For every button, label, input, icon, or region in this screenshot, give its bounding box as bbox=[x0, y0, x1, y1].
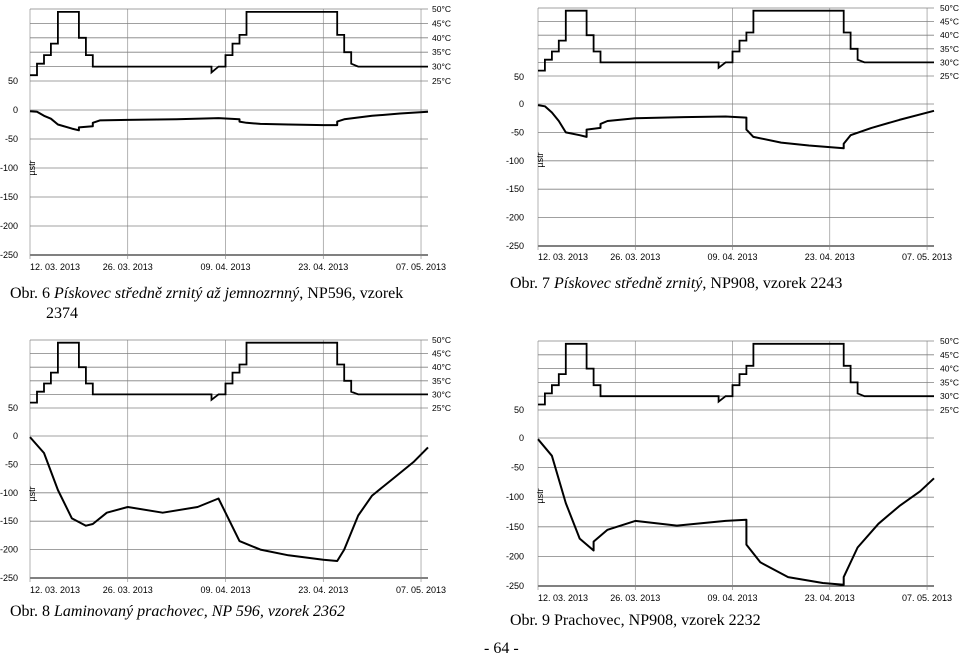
caption-obr-6 bbox=[10, 284, 470, 324]
x-tick-label: 23. 04. 2013 bbox=[804, 593, 855, 603]
temp-tick-label: 40°C bbox=[432, 362, 451, 373]
chart-obr-9 bbox=[480, 328, 960, 608]
x-tick-label: 23. 04. 2013 bbox=[298, 262, 349, 272]
strain-tick-label: -50 bbox=[4, 459, 18, 470]
strain-tick-label: -200 bbox=[0, 221, 18, 231]
temperature-series-line bbox=[30, 343, 428, 403]
x-tick-label: 12. 03. 2013 bbox=[30, 585, 81, 595]
strain-series-line bbox=[30, 111, 428, 130]
x-tick-label: 26. 03. 2013 bbox=[102, 262, 153, 272]
x-tick-label: 07. 05. 2013 bbox=[395, 262, 447, 272]
temp-tick-label: 30°C bbox=[432, 389, 451, 400]
caption-suffix: , NP908, vzorek 2243 bbox=[702, 275, 843, 292]
temp-tick-label: 30°C bbox=[940, 57, 959, 68]
strain-tick-label: 0 bbox=[12, 105, 18, 115]
x-tick-label: 07. 05. 2013 bbox=[395, 585, 447, 595]
temp-tick-label: 45°C bbox=[432, 348, 451, 359]
caption-italic: Pískovec středně zrnitý bbox=[554, 275, 703, 292]
temp-tick-label: 40°C bbox=[940, 363, 959, 374]
temp-tick-label: 25°C bbox=[432, 76, 451, 86]
strain-tick-label: 0 bbox=[518, 99, 524, 109]
x-tick-label: 07. 05. 2013 bbox=[902, 252, 953, 262]
strain-tick-label: -200 bbox=[505, 212, 524, 223]
strain-tick-label: -200 bbox=[505, 551, 524, 562]
temp-tick-label: 30°C bbox=[940, 391, 959, 402]
x-tick-label: 09. 04. 2013 bbox=[200, 585, 251, 595]
x-tick-label: 09. 04. 2013 bbox=[707, 252, 758, 262]
temp-tick-label: 35°C bbox=[432, 47, 451, 58]
temperature-series-line bbox=[538, 11, 934, 71]
temp-tick-label: 25°C bbox=[940, 71, 959, 81]
strain-tick-label: -100 bbox=[505, 492, 524, 503]
strain-tick-label: -200 bbox=[0, 544, 18, 555]
strain-tick-label: -150 bbox=[505, 184, 524, 195]
temp-axis-label-50: 50 bbox=[7, 403, 18, 413]
strain-tick-label: -150 bbox=[0, 192, 18, 202]
x-tick-label: 07. 05. 2013 bbox=[902, 593, 953, 603]
strain-tick-label: -50 bbox=[510, 462, 524, 473]
strain-series-line bbox=[538, 439, 934, 585]
chart-obr-7 bbox=[480, 0, 960, 272]
strain-axis-title: µstr bbox=[535, 152, 545, 168]
caption-prefix: Obr. 7 bbox=[510, 275, 554, 292]
temp-tick-label: 35°C bbox=[940, 43, 959, 54]
strain-tick-label: -250 bbox=[505, 241, 524, 251]
temp-tick-label: 45°C bbox=[940, 16, 959, 27]
temp-tick-label: 50°C bbox=[432, 4, 451, 14]
x-tick-label: 12. 03. 2013 bbox=[538, 252, 589, 262]
x-tick-label: 23. 04. 2013 bbox=[298, 585, 349, 595]
strain-series-line bbox=[30, 437, 428, 561]
strain-axis-title: µstr bbox=[535, 488, 545, 504]
temp-tick-label: 50°C bbox=[432, 335, 451, 345]
caption-prefix: Obr. 9 bbox=[510, 612, 554, 629]
temp-tick-label: 45°C bbox=[432, 18, 451, 29]
caption-obr-8 bbox=[10, 602, 470, 622]
chart-obr-8 bbox=[0, 328, 470, 602]
x-tick-label: 12. 03. 2013 bbox=[30, 262, 81, 272]
strain-tick-label: -150 bbox=[505, 521, 524, 532]
caption-italic: Laminovaný prachovec, NP 596, vzorek 2362 bbox=[54, 603, 346, 620]
temp-tick-label: 25°C bbox=[432, 403, 451, 413]
temp-axis-label-50: 50 bbox=[7, 76, 18, 86]
strain-axis-title: µstr bbox=[27, 160, 37, 176]
temp-tick-label: 35°C bbox=[940, 377, 959, 388]
strain-tick-label: -50 bbox=[510, 127, 524, 138]
temp-axis-label-50: 50 bbox=[513, 405, 524, 415]
strain-tick-label: 0 bbox=[518, 433, 524, 443]
caption-prefix: Obr. 6 bbox=[10, 285, 54, 302]
caption-italic: Pískovec středně zrnitý až jemnozrnný bbox=[54, 285, 300, 302]
strain-tick-label: -50 bbox=[4, 134, 18, 144]
caption-obr-7 bbox=[510, 274, 950, 294]
chart-obr-6 bbox=[0, 0, 470, 280]
x-tick-label: 23. 04. 2013 bbox=[804, 252, 855, 262]
temperature-series-line bbox=[30, 12, 428, 75]
temperature-series-line bbox=[538, 344, 934, 405]
strain-tick-label: -250 bbox=[0, 573, 18, 583]
caption-line2: 2374 bbox=[46, 305, 78, 322]
strain-tick-label: -250 bbox=[505, 581, 524, 591]
x-tick-label: 26. 03. 2013 bbox=[102, 585, 153, 595]
temp-tick-label: 30°C bbox=[432, 61, 451, 72]
page-number: - 64 - bbox=[484, 640, 519, 657]
x-tick-label: 26. 03. 2013 bbox=[610, 252, 661, 262]
temp-tick-label: 50°C bbox=[940, 336, 959, 346]
temp-tick-label: 25°C bbox=[940, 405, 959, 415]
strain-tick-label: -100 bbox=[0, 487, 18, 498]
x-tick-label: 09. 04. 2013 bbox=[200, 262, 251, 272]
temp-tick-label: 40°C bbox=[432, 32, 451, 43]
strain-tick-label: -100 bbox=[0, 163, 18, 173]
strain-tick-label: -250 bbox=[0, 250, 18, 260]
strain-tick-label: -100 bbox=[505, 155, 524, 166]
caption-obr-9 bbox=[510, 611, 950, 631]
strain-tick-label: -150 bbox=[0, 516, 18, 527]
caption-suffix: Prachovec, NP908, vzorek 2232 bbox=[554, 612, 761, 629]
x-tick-label: 09. 04. 2013 bbox=[707, 593, 758, 603]
x-tick-label: 12. 03. 2013 bbox=[538, 593, 589, 603]
strain-axis-title: µstr bbox=[27, 486, 37, 502]
x-tick-label: 26. 03. 2013 bbox=[610, 593, 661, 603]
temp-tick-label: 40°C bbox=[940, 30, 959, 41]
temp-axis-label-50: 50 bbox=[513, 72, 524, 82]
caption-prefix: Obr. 8 bbox=[10, 603, 54, 620]
temp-tick-label: 45°C bbox=[940, 349, 959, 360]
caption-suffix: , NP596, vzorek bbox=[299, 285, 404, 302]
strain-tick-label: 0 bbox=[12, 431, 18, 441]
strain-series-line bbox=[538, 105, 934, 148]
temp-tick-label: 35°C bbox=[432, 375, 451, 386]
temp-tick-label: 50°C bbox=[940, 3, 959, 13]
